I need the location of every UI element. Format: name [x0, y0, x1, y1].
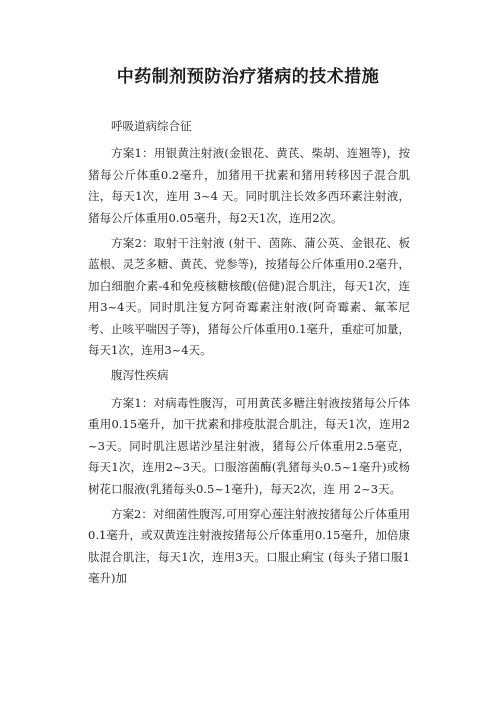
section-heading-diarrhea: 腹泻性疾病	[111, 368, 169, 383]
paragraph-diarrhea-plan-1: 方案1：对病毒性腹泻，可用黄芪多糖注射液按猪每公斤体重用0.15毫升，加干扰素和排疫肽混合肌注，每天1次，连用2~3天。同时肌注恩诺沙星注射液，猪每公斤体重用2.5毫克，每天1次，连用2~3天。口服溶菌酶(乳猪每头0.5~1毫升)或杨树花口服液(乳猪每头0.5~1毫升)，每天2次，连 用 2~3天。	[88, 395, 410, 496]
section-heading-respiratory: 呼吸道病综合征	[111, 119, 192, 133]
document-title: 中药制剂预防治疗猪病的技术措施	[116, 67, 380, 87]
document-body	[88, 116, 410, 594]
paragraph-diarrhea-plan-2: 方案2：对细菌性腹泻,可用穿心莲注射液按猪每公斤体重用0.1毫升，或双黄连注射液按猪每公斤体重用0.15毫升，加倍康肽混合肌注，每天1次，连用3天。口服止痢宝 (每头子猪口服1毫升)加	[88, 506, 410, 586]
paragraph-respiratory-plan-2: 方案2：取射干注射液 (射干、茵陈、蒲公英、金银花、板蓝根、灵芝多糖、黄芪、党参等)，按猪每公斤体重用0.2毫升，加白细胞介素-4和免疫核糖核酸(倍健)混合肌注，每天1次，连用3~4天。同时肌注复方阿奇霉素注射液(阿奇霉素、氟苯尼考、止咳平喘因子等)，猪每公斤体重用0.1毫升，重症可加量，每天1次，连用3~4天。	[88, 236, 410, 358]
paragraph-respiratory-plan-1: 方案1：用银黄注射液(金银花、黄芪、柴胡、连翘等)，按猪每公斤体重0.2毫升，加猪用干扰素和猪用转移因子混合肌注，每天1次，连用 3~4 天。同时肌注长效多西环素注射液，猪每公斤体重用0.05毫升，每2天1次，连用2次。	[88, 146, 410, 225]
